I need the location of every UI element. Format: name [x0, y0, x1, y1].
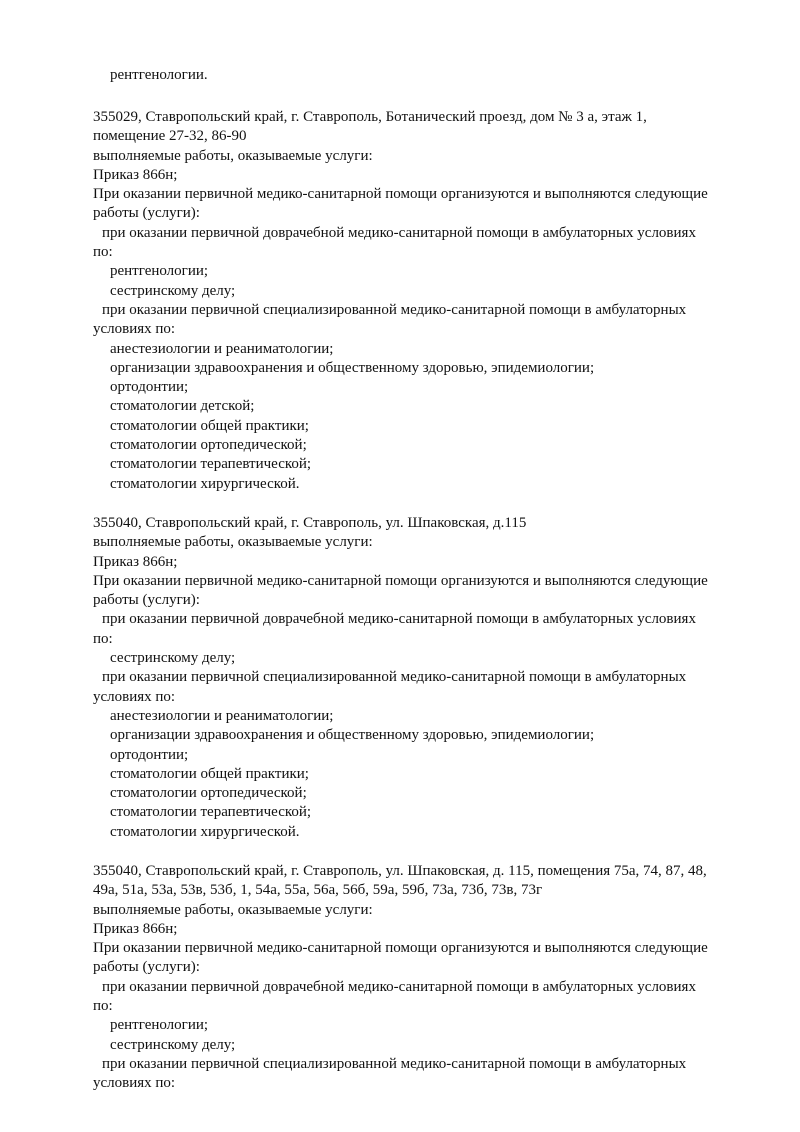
intro-line: работы (услуги):	[93, 592, 200, 609]
group-title: по:	[93, 630, 113, 647]
list-item: рентгенологии;	[110, 1017, 209, 1034]
list-item: стоматологии ортопедической;	[110, 785, 307, 802]
list-item: анестезиологии и реаниматологии;	[110, 707, 334, 724]
order-line: Приказ 866н;	[93, 553, 178, 570]
group-title: условиях по:	[93, 321, 176, 338]
list-item: анестезиологии и реаниматологии;	[110, 340, 334, 357]
group-title: при оказании первичной специализированной медико-санитарной помощи в амбулаторных	[102, 669, 687, 686]
address-line: 355029, Ставропольский край, г. Ставрополь, Ботанический проезд, дом № 3 а, этаж 1,	[93, 109, 647, 125]
order-line: Приказ 866н;	[93, 920, 178, 937]
group-title: при оказании первичной доврачебной медико-санитарной помощи в амбулаторных условиях	[102, 978, 696, 995]
intro-line: При оказании первичной медико-санитарной помощи организуются и выполняются следующие	[93, 940, 708, 957]
list-item: организации здравоохранения и общественному здоровью, эпидемиологии;	[110, 359, 595, 376]
list-item: организации здравоохранения и общественному здоровью, эпидемиологии;	[110, 727, 595, 744]
address-line: помещение 27-32, 86-90	[93, 128, 247, 145]
list-item: стоматологии хирургической.	[110, 475, 300, 492]
group-title: по:	[93, 998, 113, 1015]
services-header: выполняемые работы, оказываемые услуги:	[93, 901, 373, 918]
list-item: стоматологии терапевтической;	[110, 804, 312, 821]
section-3	[93, 862, 773, 1094]
intro-line: работы (услуги):	[93, 205, 200, 222]
group-title: при оказании первичной специализированной медико-санитарной помощи в амбулаторных	[102, 1055, 687, 1072]
section-2	[93, 514, 773, 842]
list-item: ортодонтии;	[110, 379, 189, 396]
address-line: 49а, 51а, 53а, 53в, 53б, 1, 54а, 55а, 56а, 56б, 59а, 59б, 73а, 73б, 73в, 73г	[93, 882, 543, 899]
group-title: при оказании первичной специализированной медико-санитарной помощи в амбулаторных	[102, 301, 687, 318]
services-header: выполняемые работы, оказываемые услуги:	[93, 534, 373, 551]
list-item: стоматологии терапевтической;	[110, 456, 312, 473]
list-item: стоматологии хирургической.	[110, 823, 300, 840]
list-item: рентгенологии;	[110, 263, 209, 280]
intro-line: При оказании первичной медико-санитарной помощи организуются и выполняются следующие	[93, 572, 708, 589]
group-title: по:	[93, 244, 113, 261]
list-item: сестринскому делу;	[110, 1036, 236, 1053]
section-1	[93, 108, 773, 494]
order-line: Приказ 866н;	[93, 166, 178, 183]
address-line: 355040, Ставропольский край, г. Ставрополь, ул. Шпаковская, д.115	[93, 515, 527, 531]
intro-block	[93, 66, 773, 85]
group-title: при оказании первичной доврачебной медико-санитарной помощи в амбулаторных условиях	[102, 224, 696, 241]
intro-line: работы (услуги):	[93, 959, 200, 976]
list-item: сестринскому делу;	[110, 282, 236, 299]
list-item: стоматологии общей практики;	[110, 417, 309, 434]
list-item: стоматологии ортопедической;	[110, 437, 307, 454]
list-item: рентгенологии.	[110, 67, 208, 83]
list-item: ортодонтии;	[110, 746, 189, 763]
intro-line: При оказании первичной медико-санитарной помощи организуются и выполняются следующие	[93, 186, 708, 203]
services-header: выполняемые работы, оказываемые услуги:	[93, 147, 373, 164]
group-title: условиях по:	[93, 1075, 176, 1092]
list-item: стоматологии детской;	[110, 398, 255, 415]
group-title: условиях по:	[93, 688, 176, 705]
group-title: при оказании первичной доврачебной медико-санитарной помощи в амбулаторных условиях	[102, 611, 696, 628]
list-item: стоматологии общей практики;	[110, 765, 309, 782]
address-line: 355040, Ставропольский край, г. Ставрополь, ул. Шпаковская, д. 115, помещения 75а, 74, 87, 48,	[93, 863, 707, 879]
list-item: сестринскому делу;	[110, 650, 236, 667]
